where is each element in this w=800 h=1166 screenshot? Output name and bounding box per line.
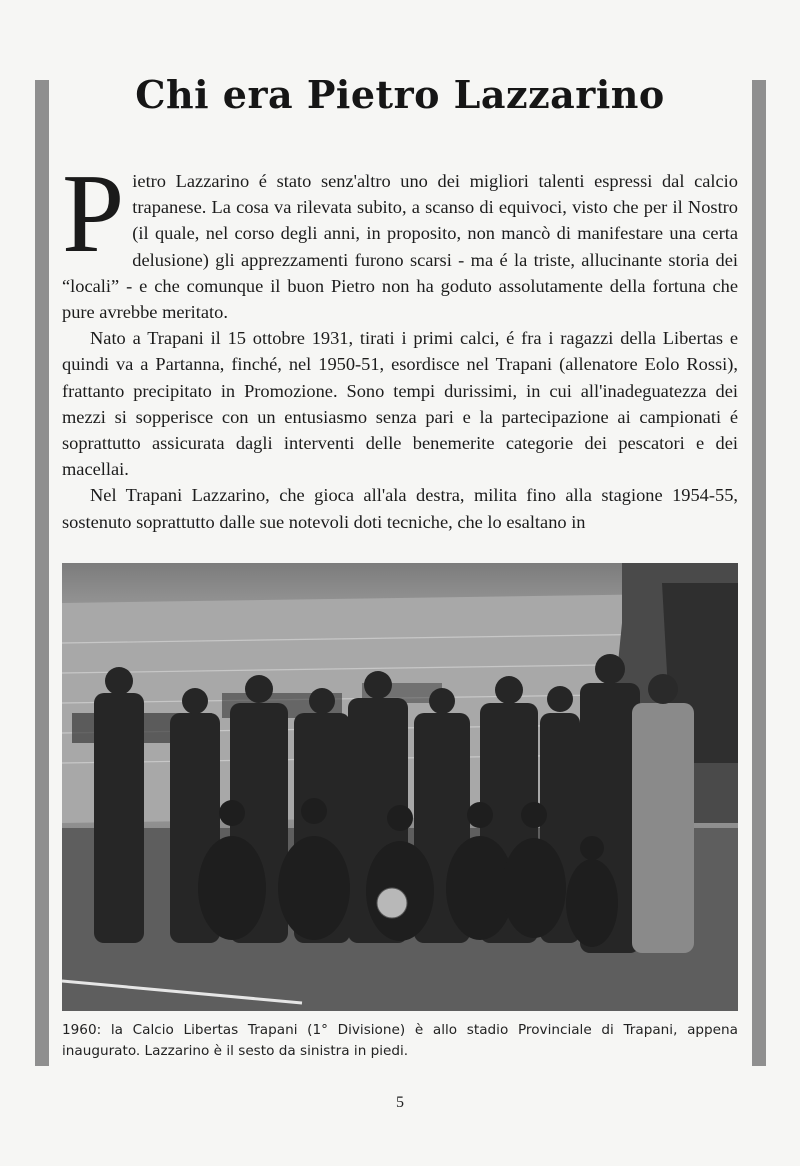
photo-caption: 1960: la Calcio Libertas Trapani (1° Divisione) è allo stadio Provinciale di Trapani, appena inaugurato. Lazzarino è il sesto da sinistra in piedi.: [62, 1022, 738, 1059]
team-photo-illustration: [62, 563, 738, 1011]
paragraph-1: [62, 152, 738, 325]
left-margin-bar: [35, 80, 49, 1066]
paragraph-2: Nato a Trapani il 15 ottobre 1931, tirati i primi calci, é fra i ragazzi della Libertas e quindi va a Partanna, finché, nel 1950-51, esordisce nel Trapani (allenatore Eolo Rossi), frattanto precipitato in Promozione. Sono tempi durissimi, in cui all'inadeguatezza dei mezzi si sopperisce con un entusiasmo senza pari e la partecipazione ai campionati é soprattutto assicurata dagli interventi delle benemerite categorie dei pescatori e dei macellai.: [62, 328, 738, 480]
drop-cap: P: [62, 152, 125, 276]
paragraph-1-text: ietro Lazzarino é stato senz'altro uno dei migliori talenti espressi dal calcio trapanese. La cosa va rilevata subito, a scanso di equivoci, visto che per il Nostro (il quale, nel corso degli anni, in proposito, non mancò di manifestare una certa delusione) gli apprezzamenti furono scarsi - ma é la triste, allucinante storia dei “locali” - e che comunque il buon Pietro non ha goduto assolutamente della fortuna che pure avrebbe meritato.: [62, 171, 738, 323]
team-photo: [62, 563, 738, 1011]
article-body: [62, 152, 738, 535]
page-number: 5: [396, 1094, 404, 1111]
page-title: Chi era Pietro Lazzarino: [135, 72, 665, 117]
paragraph-3: Nel Trapani Lazzarino, che gioca all'ala destra, milita fino alla stagione 1954-55, sostenuto soprattutto dalle sue notevoli doti tecniche, che lo esaltano in: [62, 485, 738, 532]
right-margin-bar: [752, 80, 766, 1066]
